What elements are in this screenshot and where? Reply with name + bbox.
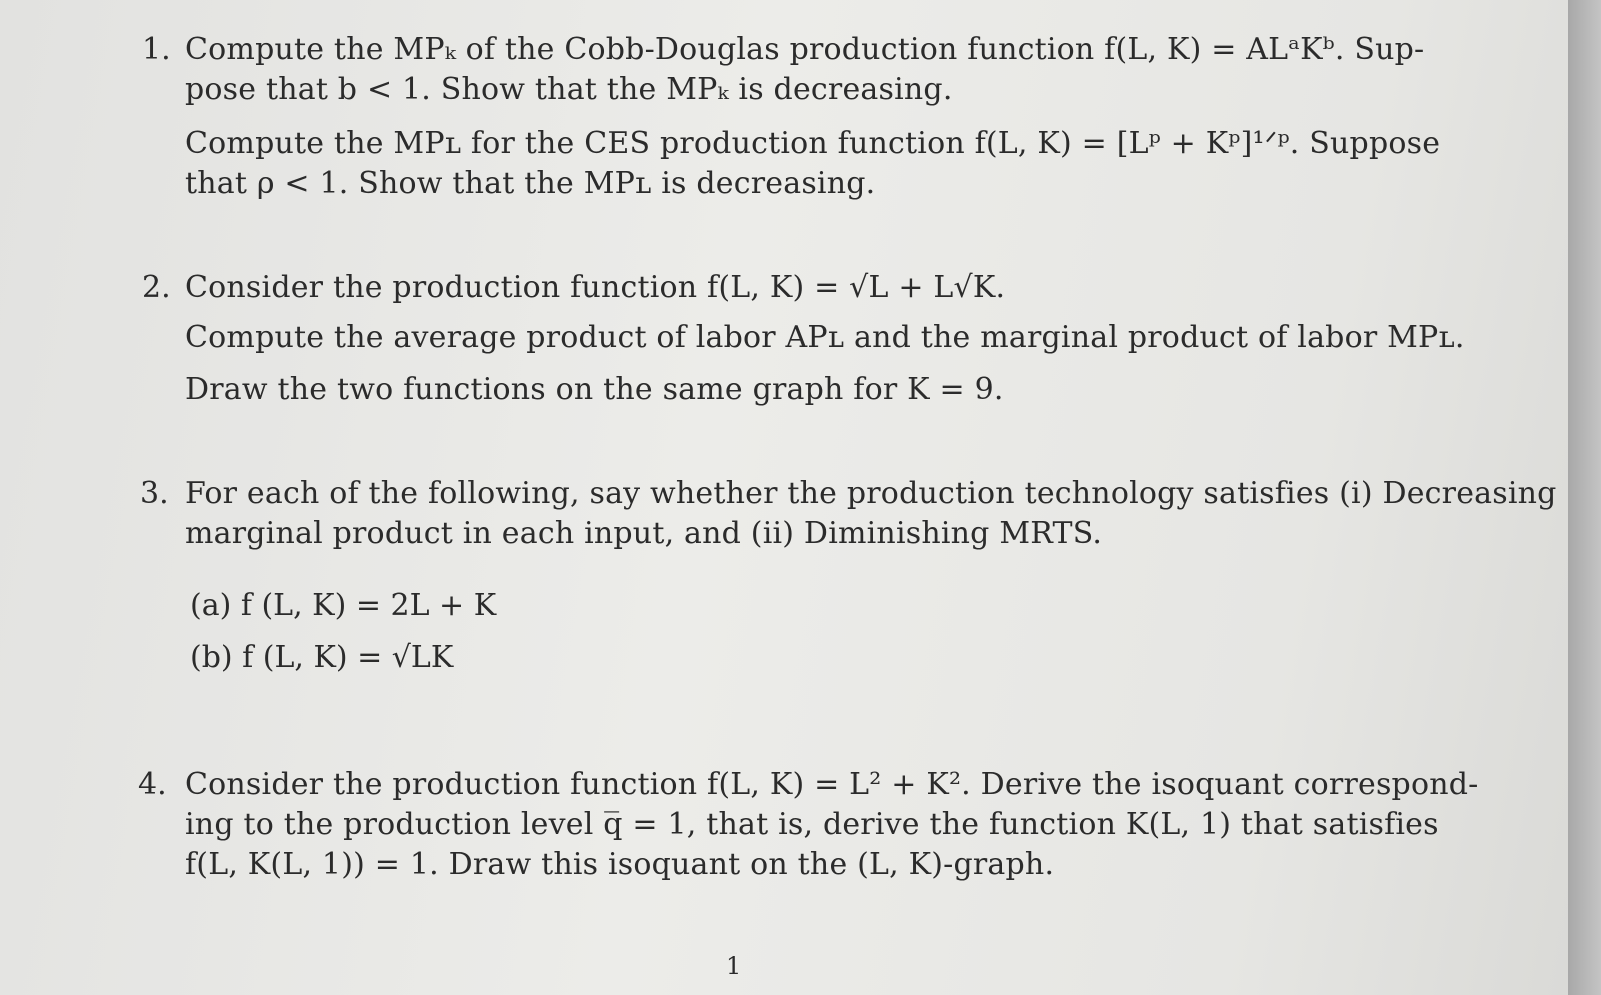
page-number: 1	[726, 952, 742, 980]
q4-line2: ing to the production level q̅ = 1, that is, derive the function K(L, 1) that satisfies	[185, 807, 1439, 842]
page-edge-background	[1568, 0, 1601, 995]
q2-line2: Compute the average product of labor APʟ and the marginal product of labor MPʟ.	[185, 320, 1465, 355]
q4-number: 4.	[138, 767, 167, 802]
q3-line1: For each of the following, say whether the production technology satisfies (i) Decreasing	[185, 476, 1557, 511]
q3-line2: marginal product in each input, and (ii) Diminishing MRTS.	[185, 516, 1103, 551]
q2-line1: Consider the production function f(L, K) = √L + L√K.	[185, 270, 1006, 305]
q2-number: 2.	[142, 270, 171, 305]
q1-line1: Compute the MPₖ of the Cobb-Douglas production function f(L, K) = ALᵃKᵇ. Sup-	[185, 32, 1425, 67]
q3-number: 3.	[140, 476, 169, 511]
q3-item-b: (b) f (L, K) = √LK	[190, 640, 454, 675]
q4-line1: Consider the production function f(L, K) = L² + K². Derive the isoquant correspond-	[185, 767, 1479, 802]
q1-line3: Compute the MPʟ for the CES production function f(L, K) = [Lᵖ + Kᵖ]¹ᐟᵖ. Suppose	[185, 126, 1441, 161]
q1-line4: that ρ < 1. Show that the MPʟ is decreasing.	[185, 166, 876, 201]
q1-number: 1.	[142, 32, 171, 67]
q1-line2: pose that b < 1. Show that the MPₖ is decreasing.	[185, 72, 953, 107]
q2-line3: Draw the two functions on the same graph for K = 9.	[185, 372, 1004, 407]
q3-item-a: (a) f (L, K) = 2L + K	[190, 588, 497, 623]
q4-line3: f(L, K(L, 1)) = 1. Draw this isoquant on the (L, K)-graph.	[185, 847, 1055, 882]
